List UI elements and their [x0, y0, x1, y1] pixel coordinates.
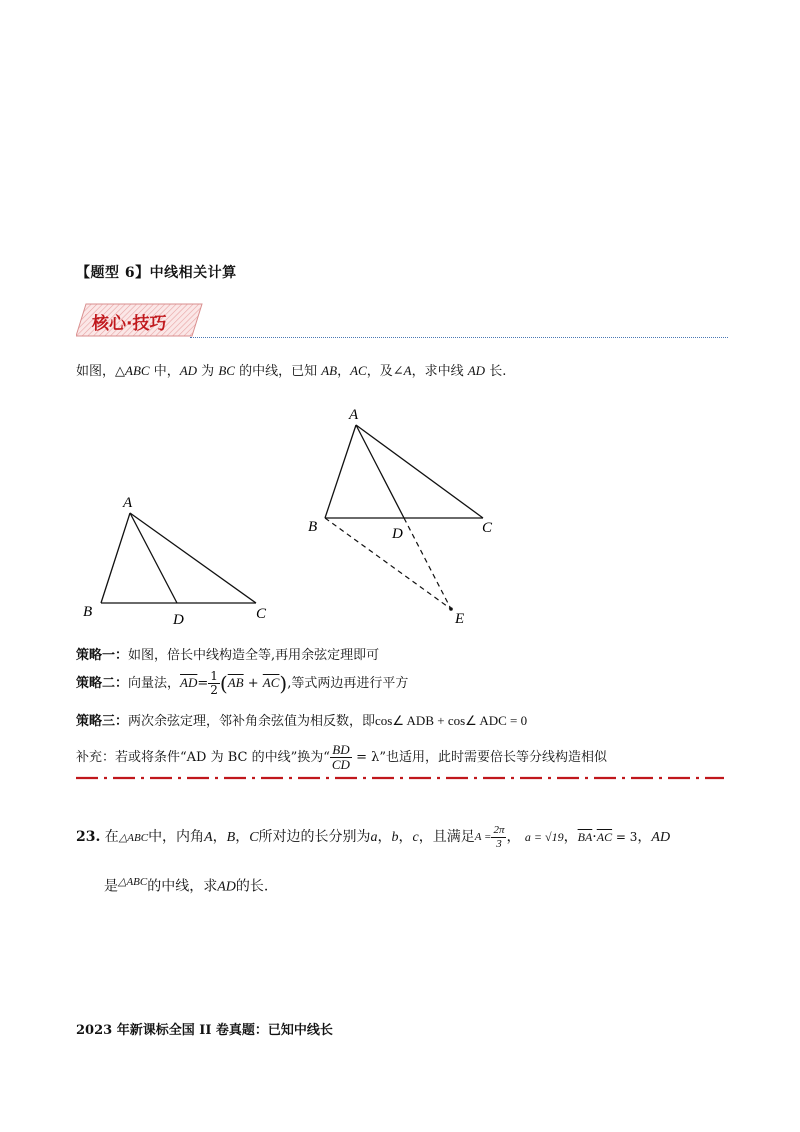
figure-right-label-a: A [349, 407, 359, 423]
question-23: 23. 在△ABC中，内角A，B，C所对边的长分别为a，b，c，且满足A = $\frac{2\pi}{3}$ ， a = √19，$\overline{BA}\cdot\overline{AC} = 3$，AD [76, 824, 671, 850]
strategy-1: 策略一：如图，倍长中线构造全等,再用余弦定理即可 [76, 648, 380, 663]
figure-right-label-e: E [455, 611, 465, 627]
red-dash-dot-divider [76, 775, 724, 781]
intro-text: 如图，△ABC 中，AD 为 BC 的中线，已知 AB，AC，及∠A，求中线 AD 长. [76, 363, 507, 379]
figure-left-label-b: B [83, 604, 93, 620]
figure-left-triangle [101, 513, 256, 603]
banner-label: 核心·技巧 [92, 314, 167, 334]
figure-left-label-c: C [256, 606, 267, 622]
figure-right-label-c: C [482, 520, 493, 536]
figure-left-label-d: D [173, 612, 184, 628]
question-23-line-2: 是$^{\triangle ABC}$的中线，求AD的长. [104, 876, 269, 895]
figure-right-label-b: B [308, 519, 318, 535]
strategy-2: 策略二：向量法，$\overline{AD}=$ $\frac{1}{2}$ $(\overline{AB} + \overline{AC})$,等式两边再进行平方 [76, 668, 409, 697]
figure-right-triangle [325, 425, 483, 518]
vector-ab: $\overline{AB}$ [227, 675, 244, 690]
strategy-3: 策略三：两次余弦定理，邻补角余弦值为相反数，即cos∠ ADB + cos∠ ADC = 0 [76, 713, 528, 729]
vector-ac: $\overline{AC}$ [262, 675, 280, 690]
question-number: 23. [76, 829, 101, 845]
supplement-note: 补充：若或将条件“AD 为 BC 的中线”换为“ $\frac{BD}{CD}$ = λ”也适用，此时需要倍长等分线构造相似 [76, 741, 608, 772]
point-e-marker [449, 607, 453, 611]
exam-source-heading: 2023 年新课标全国 II 卷真题：已知中线长 [76, 1023, 333, 1038]
figure-left-label-a: A [123, 495, 133, 511]
section-title: 【题型 6】中线相关计算 [76, 265, 237, 281]
figure-right-dashed-lines [325, 518, 451, 609]
figure-right-label-d: D [392, 526, 403, 542]
vector-ad: $\overline{AD}$ [180, 675, 198, 690]
